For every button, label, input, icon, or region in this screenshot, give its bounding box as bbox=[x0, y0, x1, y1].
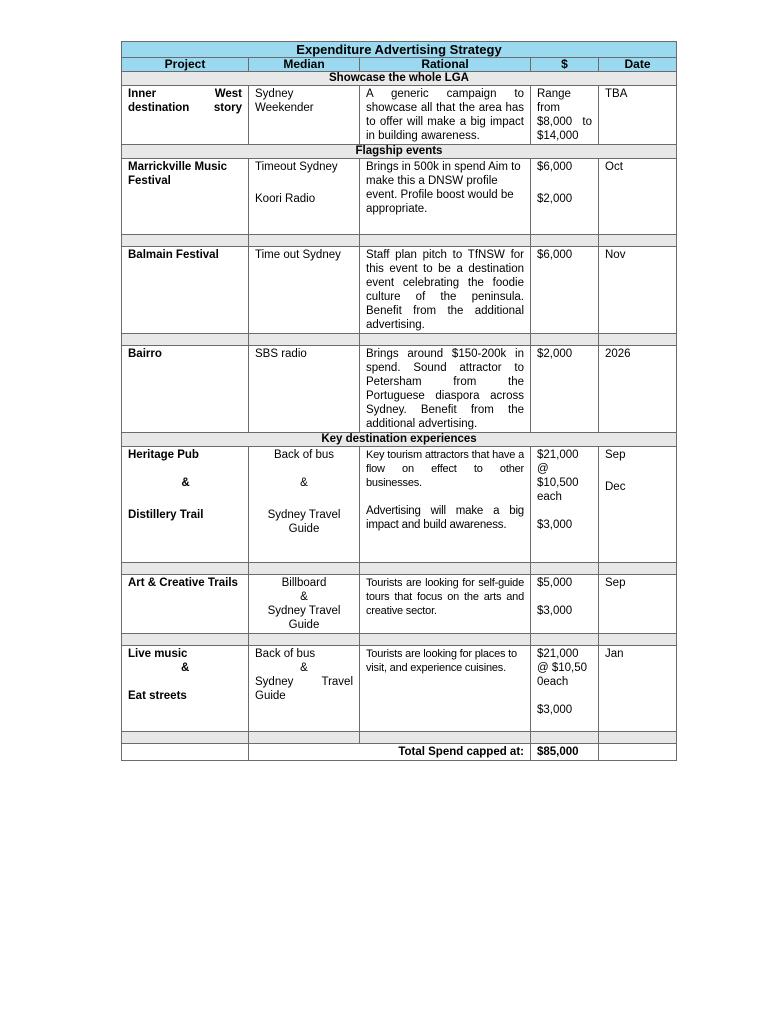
date-cell: Jan bbox=[599, 646, 677, 732]
rational-cell: Brings around $150-200k in spend. Sound attractor to Petersham from the Portuguese diaspora across Sydney. Benefit from the additional advertising. bbox=[360, 346, 531, 433]
cost-cell bbox=[531, 646, 599, 732]
date-cell: Nov bbox=[599, 247, 677, 334]
table-row bbox=[122, 86, 677, 145]
median-cell: SBS radio bbox=[249, 346, 360, 433]
cost-line: $21,000 @ $10,500each bbox=[537, 648, 588, 688]
total-label: Total Spend capped at: bbox=[249, 744, 531, 761]
header-row bbox=[122, 58, 677, 72]
col-rational: Rational bbox=[360, 58, 531, 72]
project-line: Distillery Trail bbox=[128, 509, 204, 521]
date-cell: Oct bbox=[599, 159, 677, 235]
rational-cell: Tourists are looking for places to visit, and experience cuisines. bbox=[360, 646, 531, 732]
median-line: & bbox=[300, 477, 308, 489]
project-cell bbox=[122, 447, 249, 563]
cost-cell bbox=[531, 159, 599, 235]
rational-cell bbox=[360, 447, 531, 563]
project-cell: Art & Creative Trails bbox=[122, 575, 249, 634]
project-line: & bbox=[181, 477, 190, 489]
col-project: Project bbox=[122, 58, 249, 72]
cost-line: $3,000 bbox=[537, 704, 573, 716]
cost-line: $5,000 bbox=[537, 577, 573, 589]
cost-line: $6,000 bbox=[537, 161, 573, 173]
median-line: Sydney Travel Guide bbox=[255, 676, 353, 702]
date-line: Dec bbox=[605, 481, 626, 493]
cost-cell: $6,000 bbox=[531, 247, 599, 334]
median-line: Back of bus bbox=[273, 449, 335, 461]
median-cell bbox=[249, 646, 360, 732]
median-line: Sydney Travel Guide bbox=[267, 509, 341, 535]
median-cell: Time out Sydney bbox=[249, 247, 360, 334]
cost-line: $2,000 bbox=[537, 193, 573, 205]
cost-line: $3,000 bbox=[537, 605, 573, 617]
rational-line: Advertising will make a big impact and build awareness. bbox=[366, 505, 524, 531]
project-line: Live music bbox=[128, 648, 188, 660]
rational-cell: A generic campaign to showcase all that the area has to offer will make a big impact in building awareness. bbox=[360, 86, 531, 145]
total-row bbox=[122, 744, 677, 761]
median-cell bbox=[249, 447, 360, 563]
date-cell: TBA bbox=[599, 86, 677, 145]
table-title: Expenditure Advertising Strategy bbox=[122, 42, 677, 58]
table-row bbox=[122, 575, 677, 634]
median-line: Billboard bbox=[281, 577, 327, 589]
cost-cell: Range from $8,000 to $14,000 bbox=[531, 86, 599, 145]
project-cell: Bairro bbox=[122, 346, 249, 433]
table-row bbox=[122, 247, 677, 334]
rational-cell: Tourists are looking for self-guide tours that focus on the arts and creative sector. bbox=[360, 575, 531, 634]
project-cell: Inner West destination story bbox=[122, 86, 249, 145]
cost-cell bbox=[531, 575, 599, 634]
project-line: & bbox=[181, 662, 190, 674]
project-line: Heritage Pub bbox=[128, 449, 199, 461]
median-line: Timeout Sydney bbox=[255, 161, 338, 173]
rational-line: Key tourism attractors that have a flow on effect to other businesses. bbox=[366, 449, 524, 489]
date-cell: Sep bbox=[599, 575, 677, 634]
section-key: Key destination experiences bbox=[122, 433, 677, 447]
cost-cell: $2,000 bbox=[531, 346, 599, 433]
project-cell: Balmain Festival bbox=[122, 247, 249, 334]
cost-line: $3,000 bbox=[537, 519, 573, 531]
cost-line: $21,000 @ $10,500 each bbox=[537, 449, 579, 503]
project-cell bbox=[122, 646, 249, 732]
date-line: Sep bbox=[605, 449, 626, 461]
median-cell bbox=[249, 159, 360, 235]
median-line: Sydney Travel Guide bbox=[267, 605, 341, 631]
col-date: Date bbox=[599, 58, 677, 72]
table-row bbox=[122, 646, 677, 732]
expenditure-table bbox=[121, 41, 677, 761]
project-cell: Marrickville Music Festival bbox=[122, 159, 249, 235]
rational-cell: Staff plan pitch to TfNSW for this event to be a destination event celebrating the foodie culture of the peninsula. Benefit from the additional advertising. bbox=[360, 247, 531, 334]
median-line: & bbox=[300, 662, 308, 674]
project-line: Eat streets bbox=[128, 690, 187, 702]
rational-cell: Brings in 500k in spend Aim to make this a DNSW profile event. Profile boost would be appropriate. bbox=[360, 159, 531, 235]
median-line: Back of bus bbox=[255, 648, 316, 660]
table-row bbox=[122, 447, 677, 563]
cost-cell bbox=[531, 447, 599, 563]
section-flagship: Flagship events bbox=[122, 145, 677, 159]
median-cell bbox=[249, 575, 360, 634]
section-lga: Showcase the whole LGA bbox=[122, 72, 677, 86]
total-value: $85,000 bbox=[531, 744, 599, 761]
col-cost: $ bbox=[531, 58, 599, 72]
table-row bbox=[122, 159, 677, 235]
date-cell bbox=[599, 447, 677, 563]
median-line: & bbox=[300, 591, 308, 603]
median-line: Koori Radio bbox=[255, 193, 316, 205]
table-row bbox=[122, 346, 677, 433]
date-cell: 2026 bbox=[599, 346, 677, 433]
median-cell: Sydney Weekender bbox=[249, 86, 360, 145]
col-median: Median bbox=[249, 58, 360, 72]
